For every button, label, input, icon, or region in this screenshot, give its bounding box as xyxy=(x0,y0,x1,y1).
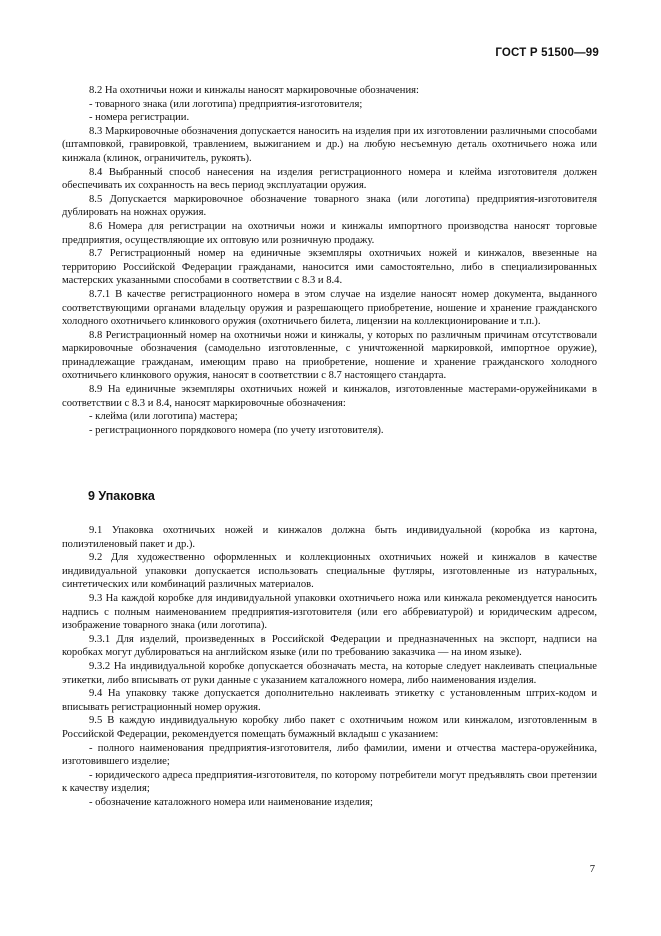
list-item-master-stamp: - клейма (или логотипа) мастера; xyxy=(89,411,238,423)
paragraph-8-8: 8.8 Регистрационный номер на охотничьи ножи и кинжалы, у которых по различным причинам отсутствовали маркировочные обозначения (самодельно изготовленные, с уничтоженной маркировкой, импортное оружие), принадлежащие гражданам, имеющим право на приобретение, ношение и хранение гражданского холодного охотничьего клинкового оружия, наносят в соответствии с 8.7 настоящего стандарта. xyxy=(62,329,597,382)
paragraph-8-3: 8.3 Маркировочные обозначения допускается наносить на изделия при их изготовлении различными способами (штамповкой, гравировкой, травлением, выжиганием и др.) на любую несъемную деталь охотничьего ножа или кинжала (клинок, ограничитель, рукоять). xyxy=(62,125,597,164)
paragraph-9-4: 9.4 На упаковку также допускается дополнительно наклеивать этикетку с установленным штрих-кодом и вписывать регистрационный номер оружия. xyxy=(62,688,597,713)
paragraph-9-3-1: 9.3.1 Для изделий, произведенных в Российской Федерации и предназначенных на экспорт, надписи на коробках могут дублироваться на английском языке (или по требованию заказчика — на ином языке). xyxy=(62,633,597,659)
paragraph-9-3: 9.3 На каждой коробке для индивидуальной упаковки охотничьего ножа или кинжала рекомендуется наносить надпись с полным наименованием предприятия-изготовителя (или его аббревиатурой) и юридическим адресом, изображение товарного знака (или логотипа). xyxy=(62,592,597,632)
list-item-trademark: - товарного знака (или логотипа) предприятия-изготовителя; xyxy=(89,98,363,110)
section-9-heading: 9 Упаковка xyxy=(88,489,155,503)
paragraph-9-1: 9.1 Упаковка охотничьих ножей и кинжалов должна быть индивидуальной (коробка из картона, полиэтиленовый пакет и др.). xyxy=(62,525,597,550)
paragraph-8-7-1: 8.7.1 В качестве регистрационного номера в этом случае на изделие наносят номер документа, выданного соответствующими органами владельцу оружия и разрешающего приобретение, ношение и хранение гражданского холодного охотничьего клинкового оружия (охотничьего билета, лицензии на коллекционирование и т.п.). xyxy=(62,288,597,328)
paragraph-8-7: 8.7 Регистрационный номер на единичные экземпляры охотничьих ножей и кинжалов, ввезенные на территорию Российской Федерации гражданами, наносится ими самостоятельно, либо в специализированных мастерских указанными способами в соответствии с 8.3 и 8.4. xyxy=(62,248,597,287)
paragraph-8-4: 8.4 Выбранный способ нанесения на изделия регистрационного номера и клейма изготовителя должен обеспечивать их сохранность на весь период эксплуатации оружия. xyxy=(62,166,597,192)
list-item-legal-address: - юридического адреса предприятия-изготовителя, по которому потребители могут предъявлять свои претензии к качеству изделия; xyxy=(62,769,597,795)
section-9-packaging xyxy=(62,524,597,809)
paragraph-8-6: 8.6 Номера для регистрации на охотничьи ножи и кинжалы импортного производства наносят торговые предприятия, осуществляющие их оптовую или розничную продажу. xyxy=(62,220,597,246)
section-8-marking xyxy=(62,84,597,437)
paragraph-9-3-2: 9.3.2 На индивидуальной коробке допускается обозначать места, на которые следует наклеивать специальные этикетки, либо вписывать от руки данные с указанием каталожного номера, либо наименования изделия. xyxy=(62,660,597,686)
list-item-manufacturer-name: - полного наименования предприятия-изготовителя, либо фамилии, имени и отчества мастера-оружейника, изготовившего изделие; xyxy=(62,742,597,768)
paragraph-8-2: 8.2 На охотничьи ножи и кинжалы наносят маркировочные обозначения: xyxy=(89,85,419,96)
standard-header: ГОСТ Р 51500—99 xyxy=(495,47,599,59)
paragraph-8-5: 8.5 Допускается маркировочное обозначение товарного знака (или логотипа) предприятия-изготовителя дублировать на ножнах оружия. xyxy=(62,193,597,219)
paragraph-9-5: 9.5 В каждую индивидуальную коробку либо пакет с охотничьим ножом или кинжалом, изготовленным в Российской Федерации, рекомендуется помещать бумажный вкладыш с указанием: xyxy=(62,715,597,740)
list-item-catalog-number: - обозначение каталожного номера или наименование изделия; xyxy=(89,796,373,808)
paragraph-9-2: 9.2 Для художественно оформленных и коллекционных охотничьих ножей и кинжалов в качестве индивидуальной упаковки допускается использовать специальные футляры, изготовленные из натуральных, синтетических или комбинаций различных материалов. xyxy=(62,552,597,591)
page-number: 7 xyxy=(589,864,595,875)
paragraph-8-9: 8.9 На единичные экземпляры охотничьих ножей и кинжалов, изготовленные мастерами-оружейниками в соответствии с 8.3 и 8.4, наносят маркировочные обозначения: xyxy=(62,384,597,409)
list-item-registration-number: - номера регистрации. xyxy=(89,112,190,124)
list-item-serial-number: - регистрационного порядкового номера (по учету изготовителя). xyxy=(89,424,384,436)
